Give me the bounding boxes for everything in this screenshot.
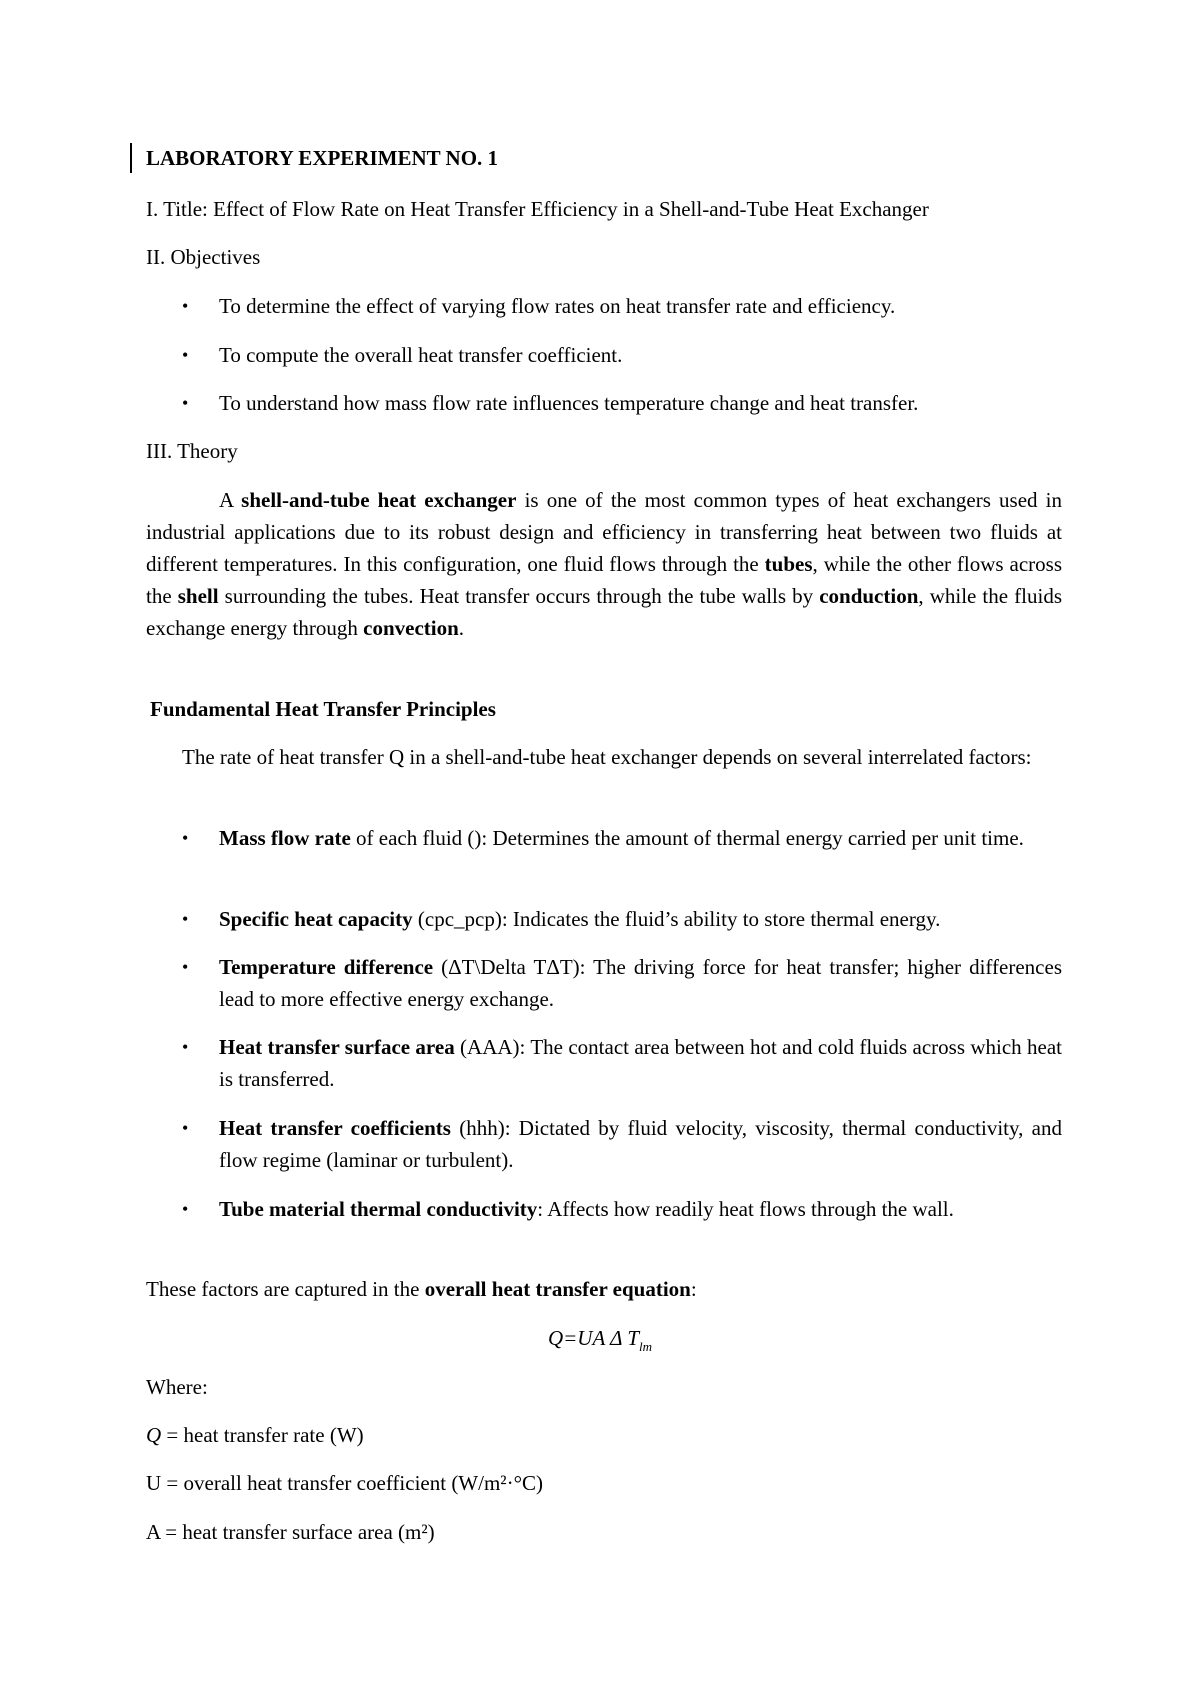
bullet-icon: • <box>182 957 189 977</box>
factor-term: Heat transfer coefficients <box>219 1116 451 1140</box>
factor-term: Mass flow rate <box>219 826 351 850</box>
theory-bold-term: shell <box>177 584 219 608</box>
factor-item <box>219 822 1062 854</box>
principles-heading: Fundamental Heat Transfer Principles <box>150 697 496 721</box>
theory-heading: III. Theory <box>146 439 238 463</box>
definition-symbol: A <box>146 1520 161 1544</box>
theory-text: surrounding the tubes. Heat transfer occurs through the tube walls by <box>218 584 820 608</box>
theory-bold-term: convection <box>363 616 459 640</box>
objective-item: To compute the overall heat transfer coefficient. <box>219 343 623 367</box>
bullet-icon: • <box>182 296 189 316</box>
bullet-icon: • <box>182 1199 189 1219</box>
bullet-icon: • <box>182 393 189 413</box>
definition-text: = heat transfer surface area (m²) <box>160 1520 435 1544</box>
principles-intro: The rate of heat transfer Q in a shell-and-tube heat exchanger depends on several interrelated factors: <box>182 745 1032 769</box>
theory-text: is one of the most common types of heat exchangers used in industrial applications due to its robust design and efficiency in transferring heat between two fluids at different temperatures. In this configuration, one fluid flows through the <box>146 488 1062 576</box>
text-cursor <box>130 143 132 173</box>
equation-intro-bold: overall heat transfer equation <box>424 1277 691 1301</box>
equation-subscript: lm <box>639 1339 653 1354</box>
equation-intro-text: : <box>690 1277 697 1301</box>
bullet-icon: • <box>182 1118 189 1138</box>
equation-intro-text: These factors are captured in the <box>146 1277 425 1301</box>
theory-text: A <box>219 488 242 512</box>
where-label: Where: <box>146 1375 208 1399</box>
bullet-icon: • <box>182 345 189 365</box>
objectives-heading: II. Objectives <box>146 245 261 269</box>
bullet-icon: • <box>182 1037 189 1057</box>
theory-text: . <box>458 616 465 640</box>
factor-description: (ΔT\Delta TΔT): The driving force for heat transfer; higher differences lead to more effective energy exchange. <box>219 955 1062 1011</box>
title-line: I. Title: Effect of Flow Rate on Heat Transfer Efficiency in a Shell-and-Tube Heat Exchanger <box>146 197 929 221</box>
bullet-icon: • <box>182 909 189 929</box>
factor-item <box>219 951 1062 1015</box>
objective-item: To determine the effect of varying flow rates on heat transfer rate and efficiency. <box>219 294 896 318</box>
factor-term: Temperature difference <box>219 955 434 979</box>
theory-paragraph <box>146 484 1062 644</box>
definition-symbol: Q <box>146 1423 162 1447</box>
factor-item <box>219 1031 1062 1095</box>
factor-term: Heat transfer surface area <box>219 1035 455 1059</box>
factor-term: Specific heat capacity <box>219 907 413 931</box>
factor-description: : Affects how readily heat flows through the wall. <box>537 1197 954 1221</box>
equation-main: Q=UA Δ T <box>547 1326 640 1350</box>
factor-description: (hhh): Dictated by fluid velocity, viscosity, thermal conductivity, and flow regime (laminar or turbulent). <box>219 1116 1062 1172</box>
theory-text: , while the other flows across the <box>146 552 1062 608</box>
heat-transfer-equation <box>0 1322 1200 1363</box>
theory-bold-term: shell-and-tube heat exchanger <box>241 488 517 512</box>
definition-text: = overall heat transfer coefficient (W/m²·°C) <box>161 1471 543 1495</box>
definition-text: = heat transfer rate (W) <box>161 1423 364 1447</box>
factor-item <box>219 903 1062 935</box>
factor-term: Tube material thermal conductivity <box>219 1197 538 1221</box>
equation-intro <box>146 1273 697 1305</box>
theory-bold-term: tubes <box>764 552 813 576</box>
factor-description: (cpc_pcp): Indicates the fluid’s ability to store thermal energy. <box>412 907 941 931</box>
factor-description: (AAA): The contact area between hot and cold fluids across which heat is transferred. <box>219 1035 1062 1091</box>
document-heading: LABORATORY EXPERIMENT NO. 1 <box>146 146 499 170</box>
definition-line <box>146 1419 364 1451</box>
definition-symbol: U <box>146 1471 162 1495</box>
definition-line <box>146 1467 543 1499</box>
objective-item: To understand how mass flow rate influences temperature change and heat transfer. <box>219 391 919 415</box>
factor-description: of each fluid (): Determines the amount of thermal energy carried per unit time. <box>350 826 1024 850</box>
theory-text: , while the fluids exchange energy through <box>146 584 1062 640</box>
theory-bold-term: conduction <box>819 584 919 608</box>
factor-item <box>219 1112 1062 1176</box>
definition-line <box>146 1516 435 1548</box>
bullet-icon: • <box>182 828 189 848</box>
factor-item <box>219 1193 1062 1225</box>
